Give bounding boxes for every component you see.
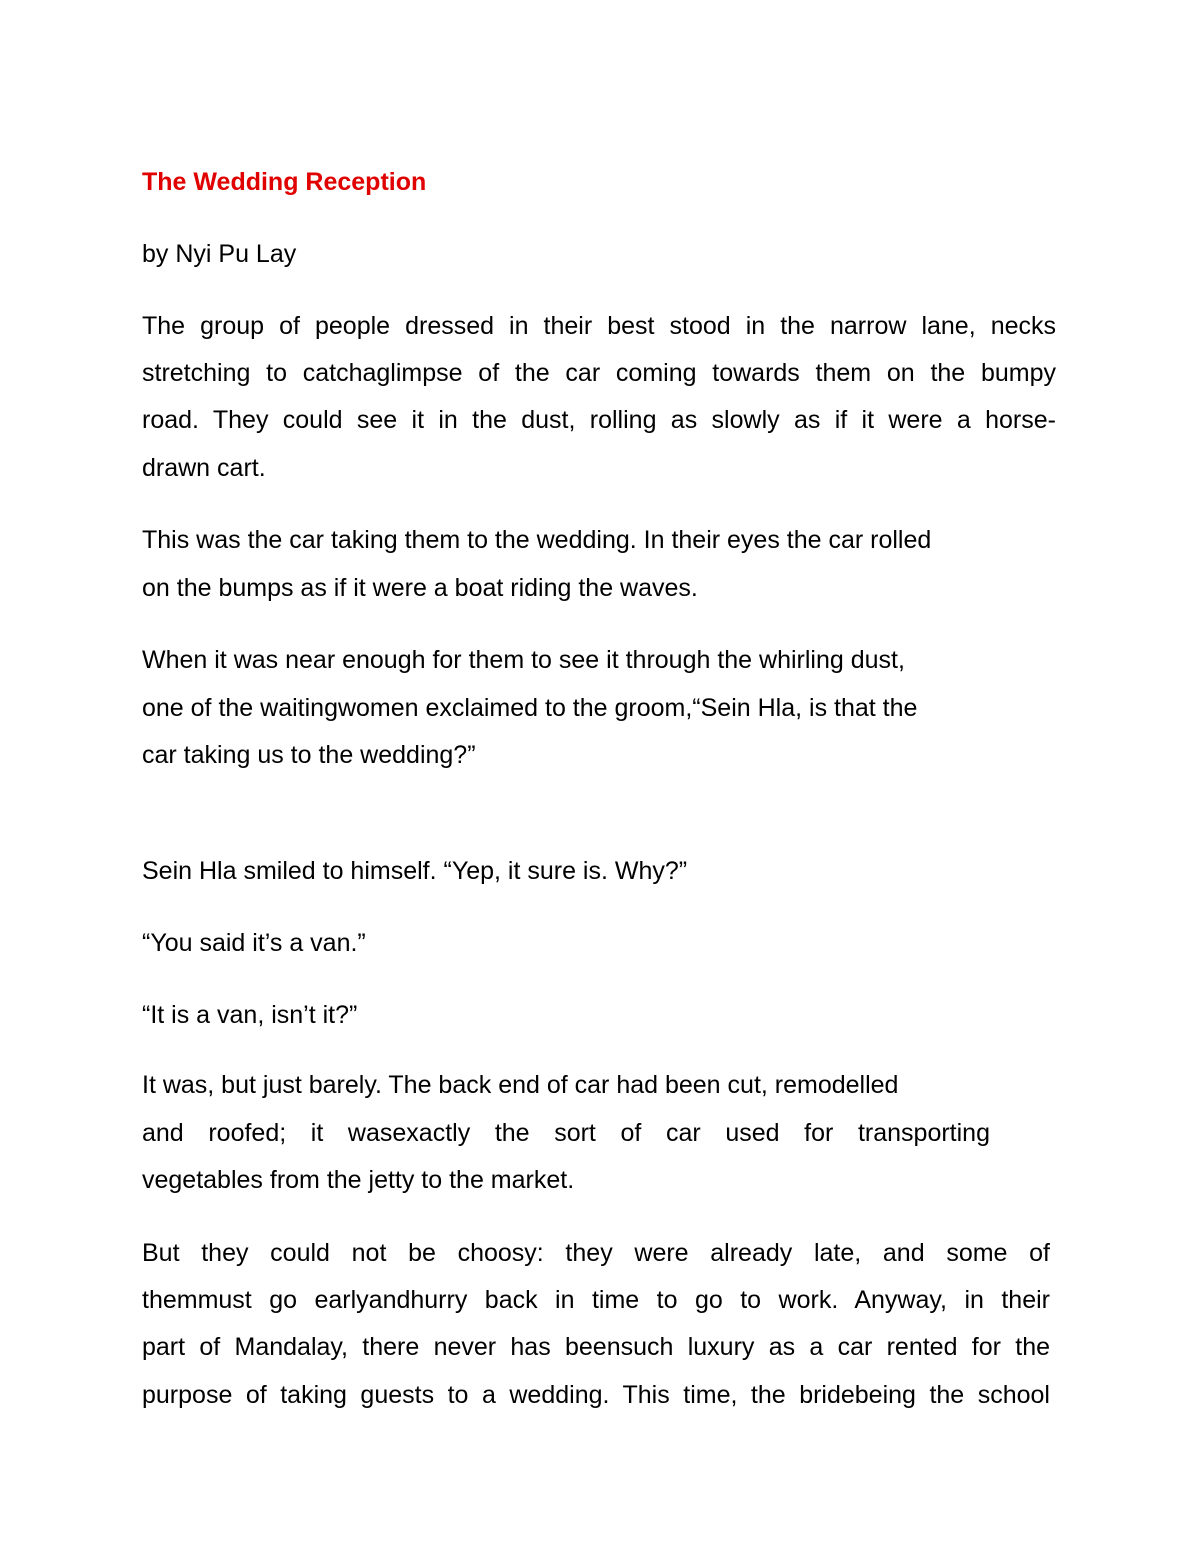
text-line: one of the waitingwomen exclaimed to the groom,“Sein Hla, is that the — [142, 694, 918, 722]
text-line: But they could not be choosy: they were already late, and some of — [142, 1239, 1050, 1267]
text-line: It was, but just barely. The back end of car had been cut, remodelled — [142, 1071, 899, 1099]
text-line: This was the car taking them to the wedding. In their eyes the car rolled — [142, 526, 932, 554]
text-line: part of Mandalay, there never has beensuch luxury as a car rented for the — [142, 1333, 1050, 1361]
document-title: The Wedding Reception — [142, 168, 427, 196]
text-line: stretching to catchaglimpse of the car coming towards them on the bumpy — [142, 359, 1056, 387]
text-line: vegetables from the jetty to the market. — [142, 1166, 575, 1194]
text-line: on the bumps as if it were a boat riding the waves. — [142, 574, 698, 602]
text-line: road. They could see it in the dust, rolling as slowly as if it were a horse- — [142, 406, 1056, 434]
text-line: Sein Hla smiled to himself. “Yep, it sure is. Why?” — [142, 857, 688, 885]
text-line: and roofed; it wasexactly the sort of car used for transporting — [142, 1119, 990, 1147]
text-line: themmust go earlyandhurry back in time to go to work. Anyway, in their — [142, 1286, 1050, 1314]
byline: by Nyi Pu Lay — [142, 240, 297, 268]
text-line: The group of people dressed in their best stood in the narrow lane, necks — [142, 312, 1056, 340]
text-line: When it was near enough for them to see it through the whirling dust, — [142, 646, 905, 674]
text-line: car taking us to the wedding?” — [142, 741, 476, 769]
text-line: purpose of taking guests to a wedding. This time, the bridebeing the school — [142, 1381, 1050, 1409]
text-line: “It is a van, isn’t it?” — [142, 1001, 358, 1029]
text-line: “You said it’s a van.” — [142, 929, 366, 957]
text-line: drawn cart. — [142, 454, 266, 482]
